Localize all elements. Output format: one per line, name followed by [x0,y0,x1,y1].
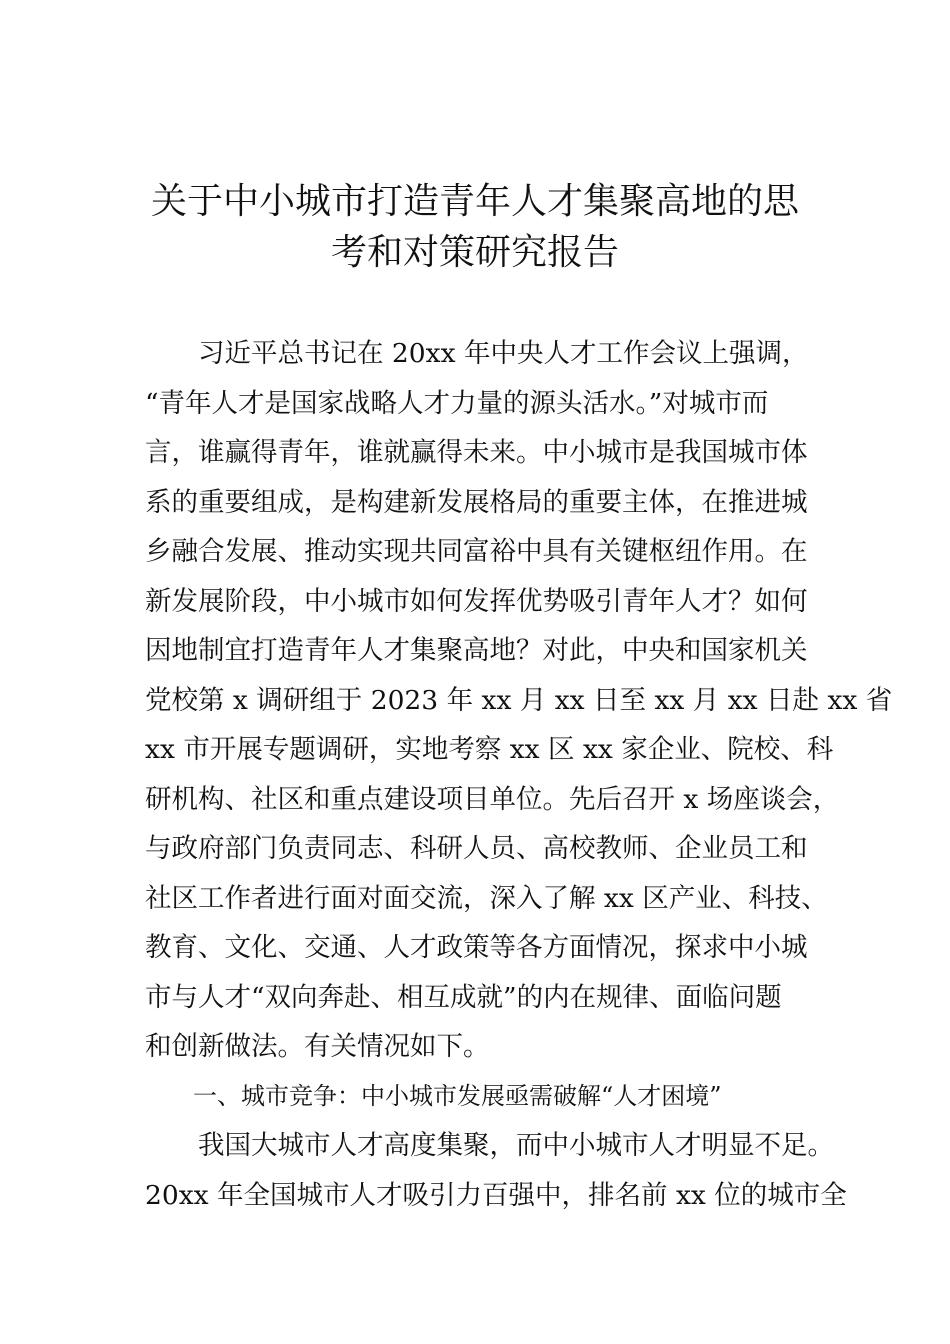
body-line: 与政府部门负责同志、科研人员、高校教师、企业员工和 [145,833,808,864]
body-line: 教育、文化、交通、人才政策等各方面情况，探求中小城 [145,932,808,963]
body-line: 市与人才“双向奔赴、相互成就”的内在规律、面临问题 [145,981,782,1013]
title-line-2: 考和对策研究报告 [330,232,619,273]
body-line: xx 市开展专题调研，实地考察 xx 区 xx 家企业、院校、科 [145,734,834,765]
body-line: 因地制宜打造青年人才集聚高地？对此，中央和国家机关 [145,635,808,666]
body-line: 社区工作者进行面对面交流，深入了解 xx 区产业、科技、 [145,882,828,914]
body-line: 乡融合发展、推动实现共同富裕中具有关键枢纽作用。在 [145,536,808,567]
body-line: 党校第 x 调研组于 2023 年 xx 月 xx 日至 xx 月 xx 日赴 xx 省 [145,684,893,716]
body-line: 我国大城市人才高度集聚，而中小城市人才明显不足。 [145,1130,834,1161]
body-line: 20xx 年全国城市人才吸引力百强中，排名前 xx 位的城市全 [145,1179,847,1211]
body-line: 研机构、社区和重点建设项目单位。先后召开 x 场座谈会， [145,783,840,815]
document-title [120,176,830,278]
body-line: 习近平总书记在 20xx 年中央人才工作会议上强调， [145,338,809,369]
body-line: 言，谁赢得青年，谁就赢得未来。中小城市是我国城市体 [145,437,808,468]
body-line: “青年人才是国家战略人才力量的源头活水。”对城市而 [145,387,769,419]
body-line: 新发展阶段，中小城市如何发挥优势吸引青年人才？如何 [145,585,808,617]
title-line-1: 关于中小城市打造青年人才集聚高地的思 [150,181,799,222]
section-heading: 一、城市竞争：中小城市发展亟需破解“人才困境” [145,1081,722,1110]
body-line: 系的重要组成，是构建新发展格局的重要主体，在推进城 [145,486,808,518]
body-line: 和创新做法。有关情况如下。 [145,1031,490,1062]
document-body [145,329,893,1220]
